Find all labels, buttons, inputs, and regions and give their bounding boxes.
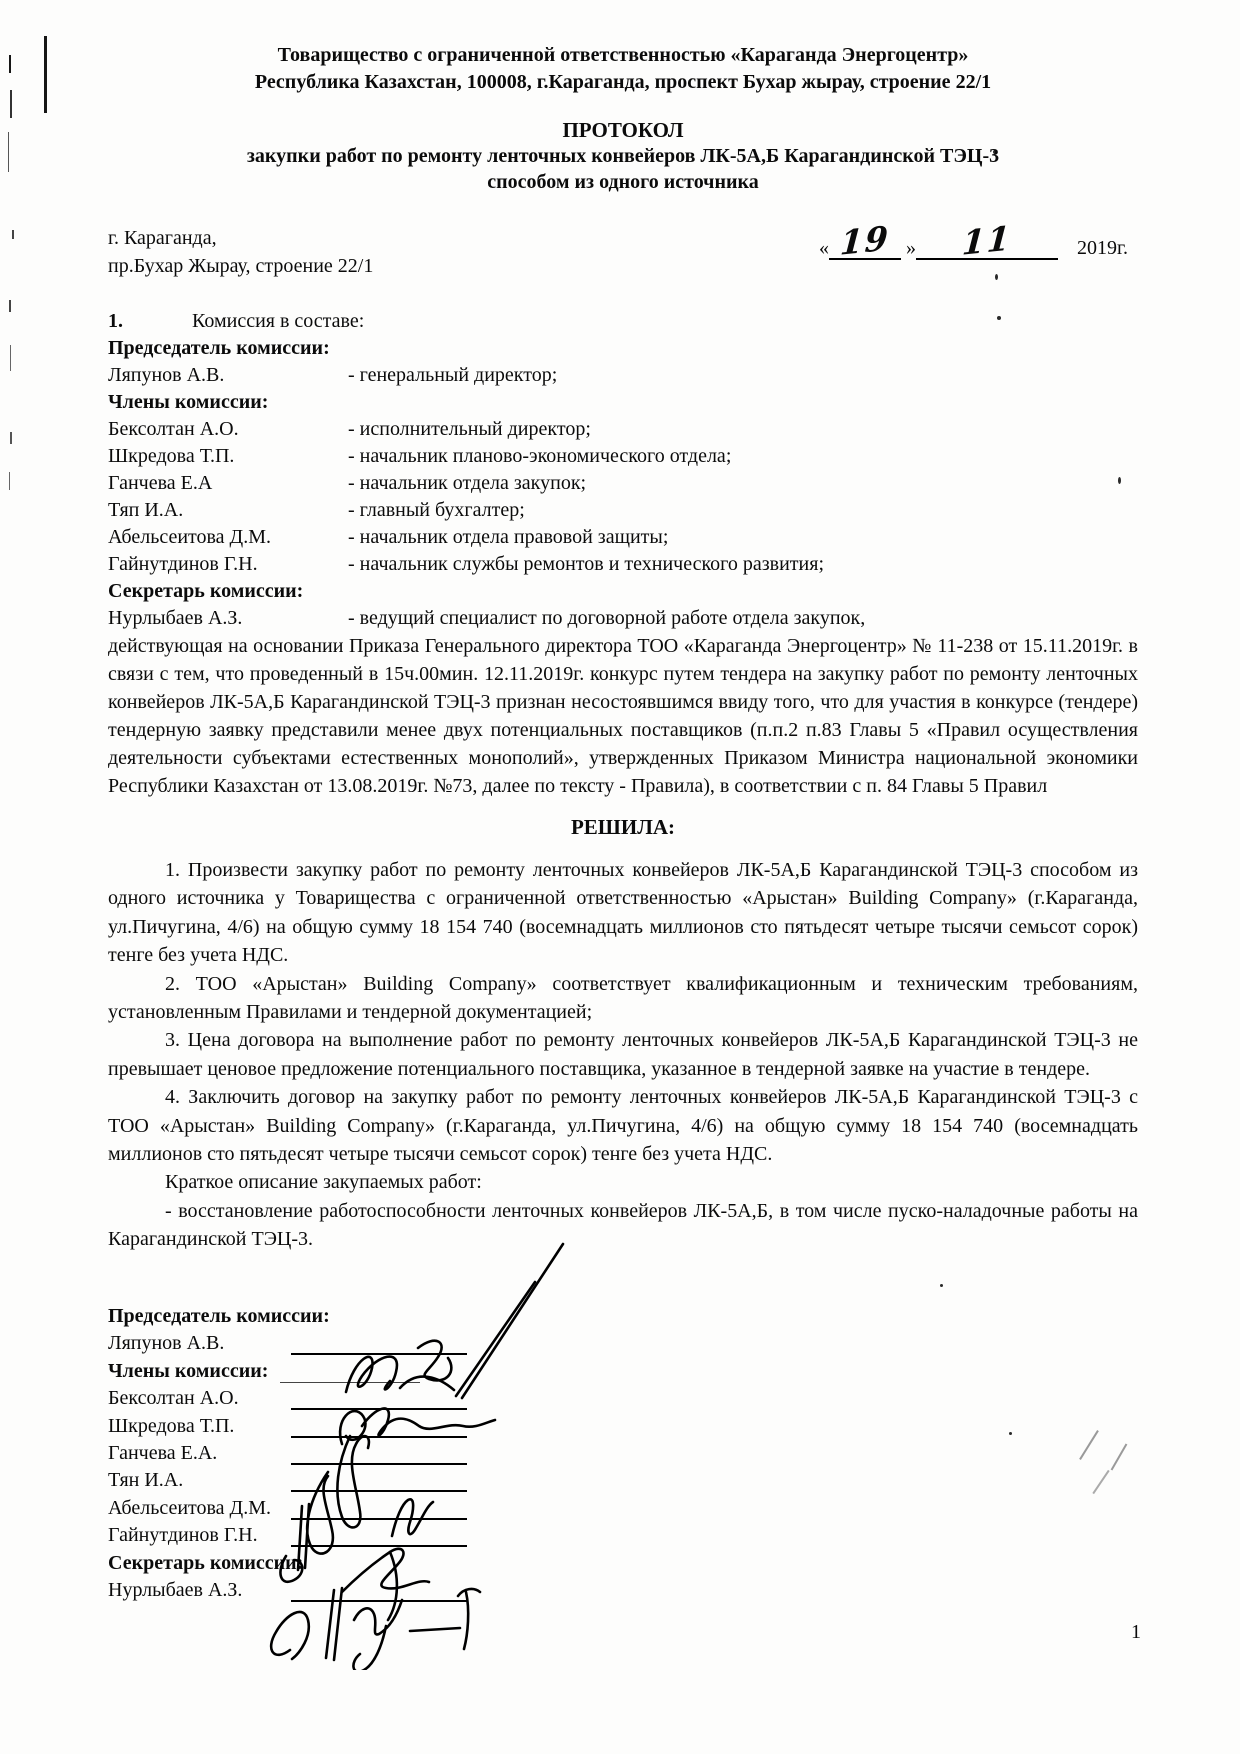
secretary-role: - ведущий специалист по договорной работе отдела закупок, [348, 607, 866, 629]
sig-chair-name: Ляпунов А.В. [108, 1332, 225, 1355]
member-role: - начальник отдела закупок; [348, 472, 587, 494]
chair-name: Ляпунов А.В. [108, 364, 225, 386]
sig-member-name: Шкредова Т.П. [108, 1414, 235, 1437]
commission-intro [108, 308, 1138, 335]
sig-member-name: Бексолтан А.О. [108, 1387, 239, 1410]
date-quote-close: » [906, 237, 917, 259]
chair-label: Председатель комиссии: [108, 337, 330, 359]
doc-subtitle-1: закупки работ по ремонту ленточных конвейеров ЛК-5А,Б Карагандинской ТЭЦ-3 [246, 145, 1000, 167]
place-date-row [108, 218, 1138, 280]
sig-secretary-label: Секретарь комиссии: [108, 1551, 304, 1574]
member-role: - начальник отдела правовой защиты; [348, 526, 669, 548]
commission-section [108, 308, 1138, 632]
sig-members-label: Члены комиссии: [108, 1359, 269, 1382]
member-name: Шкредова Т.П. [108, 445, 235, 467]
resolution-item-2: 2. ТОО «Арыстан» Building Company» соответствует квалификационным и техническим требованиям, установленным Правилами и тендерной документацией; [108, 972, 1138, 1024]
scan-artifact [44, 36, 47, 113]
handwritten-month: 11 [960, 218, 1014, 263]
member-role: - исполнительный директор; [348, 418, 591, 440]
preamble-paragraph: действующая на основании Приказа Генерального директора ТОО «Караганда Энергоцентр» № 11-238 от 15.11.2019г. в связи с тем, что проведенный в 15ч.00мин. 12.11.2019г. конкурс путем тендера на закупку работ по ремонту ленточных конвейеров ЛК-5А,Б Карагандинской ТЭЦ-3 признан несостоявшимся ввиду того, что для участия в конкурсе (тендере) тендерную заявку представили менее двух потенциальных поставщиков (п.п.2 п.83 Главы 5 «Правил осуществления деятельности субъектами естественных монополий», утвержденных Приказом Министра национальной экономики Республики Казахстан от 13.08.2019г. №73, далее по тексту - Правила), в соответствии с п. 84 Главы 5 Правил [108, 635, 1138, 797]
date-day-field [829, 218, 901, 263]
sig-chair-label: Председатель комиссии: [108, 1305, 330, 1328]
place-block [108, 224, 373, 280]
org-name-line: Товарищество с ограниченной ответственностью «Караганда Энергоцентр» [277, 44, 969, 66]
date-quote-open: « [819, 237, 830, 259]
doc-subtitle-2: способом из одного источника [487, 171, 759, 193]
commission-intro-text: Комиссия в составе: [192, 310, 365, 332]
scan-artifact [8, 132, 9, 172]
works-summary-item: - восстановление работоспособности ленточных конвейеров ЛК-5А,Б, в том числе пуско-наладочные работы на Карагандинской ТЭЦ-3. [108, 1199, 1138, 1251]
member-role: - главный бухгалтер; [348, 499, 525, 521]
date-block [819, 218, 1128, 280]
secretary-row [108, 605, 1138, 632]
member-row [108, 470, 1138, 497]
doc-title: ПРОТОКОЛ [562, 118, 684, 142]
handwritten-day: 19 [838, 218, 892, 263]
secretary-label: Секретарь комиссии: [108, 580, 304, 602]
member-name: Ганчева Е.А [108, 472, 213, 494]
org-address-line: Республика Казахстан, 100008, г.Караганда, проспект Бухар жырау, строение 22/1 [254, 71, 992, 93]
secretary-name: Нурлыбаев А.З. [108, 607, 243, 629]
member-role: - начальник планово-экономического отдела; [348, 445, 732, 467]
member-row [108, 416, 1138, 443]
resolution-heading: РЕШИЛА: [570, 815, 676, 839]
scan-artifact [9, 55, 11, 73]
scan-artifact [9, 472, 10, 490]
scan-artifact [10, 345, 11, 371]
date-year: 2019г. [1077, 237, 1128, 259]
scan-artifact [9, 300, 11, 312]
page-number: 1 [1131, 1621, 1141, 1643]
commission-intro-number: 1. [108, 310, 123, 332]
date-month-field [916, 218, 1058, 263]
sig-member-name: Ганчева Е.А. [108, 1442, 218, 1465]
chair-row [108, 362, 1138, 389]
resolution-item-4: 4. Заключить договор на закупку работ по ремонту ленточных конвейеров ЛК-5А,Б Карагандинской ТЭЦ-3 с ТОО «Арыстан» Building Company» (г.Караганда, ул.Пичугина, 4/6) на общую сумму 18 154 740 (восемнадцать миллионов сто пятьдесят четыре тысячи семьсот сорок) тенге без учета НДС. [108, 1086, 1138, 1166]
place-address: пр.Бухар Жырау, строение 22/1 [108, 255, 374, 277]
member-row [108, 524, 1138, 551]
place-city: г. Караганда, [108, 227, 217, 249]
resolution-item-3: 3. Цена договора на выполнение работ по ремонту ленточных конвейеров ЛК-5А,Б Карагандинской ТЭЦ-3 не превышает ценовое предложение потенциального поставщика, указанное в тендерной заявке на участие в тендере. [108, 1029, 1138, 1080]
chair-role: - генеральный директор; [348, 364, 558, 386]
sig-member-name: Тян И.А. [108, 1469, 184, 1492]
sig-member-name: Гайнутдинов Г.Н. [108, 1524, 258, 1547]
sig-secretary-name: Нурлыбаев А.З. [108, 1578, 243, 1601]
works-summary-label: Краткое описание закупаемых работ: [165, 1171, 482, 1194]
member-role: - начальник службы ремонтов и технического развития; [348, 553, 824, 575]
sig-member-name: Абельсеитова Д.М. [108, 1496, 271, 1519]
handwritten-signatures [250, 1230, 680, 1670]
scan-artifact [12, 230, 14, 239]
member-name: Тяп И.А. [108, 499, 184, 521]
member-name: Бексолтан А.О. [108, 418, 239, 440]
member-name: Гайнутдинов Г.Н. [108, 553, 258, 575]
member-name: Абельсеитова Д.М. [108, 526, 271, 548]
members-label: Члены комиссии: [108, 391, 269, 413]
scan-artifact [10, 432, 12, 444]
member-row [108, 551, 1138, 578]
member-row [108, 443, 1138, 470]
member-row [108, 497, 1138, 524]
scan-artifact [10, 90, 12, 118]
resolution-item-1: 1. Произвести закупку работ по ремонту ленточных конвейеров ЛК-5А,Б Карагандинской ТЭЦ-3 способом из одного источника у Товарищества с ограниченной ответственностью «Арыстан» Building Company» (г.Караганда, ул.Пичугина, 4/6) на общую сумму 18 154 740 (восемнадцать миллионов сто пятьдесят четыре тысячи семьсот сорок) тенге без учета НДС. [108, 859, 1138, 967]
